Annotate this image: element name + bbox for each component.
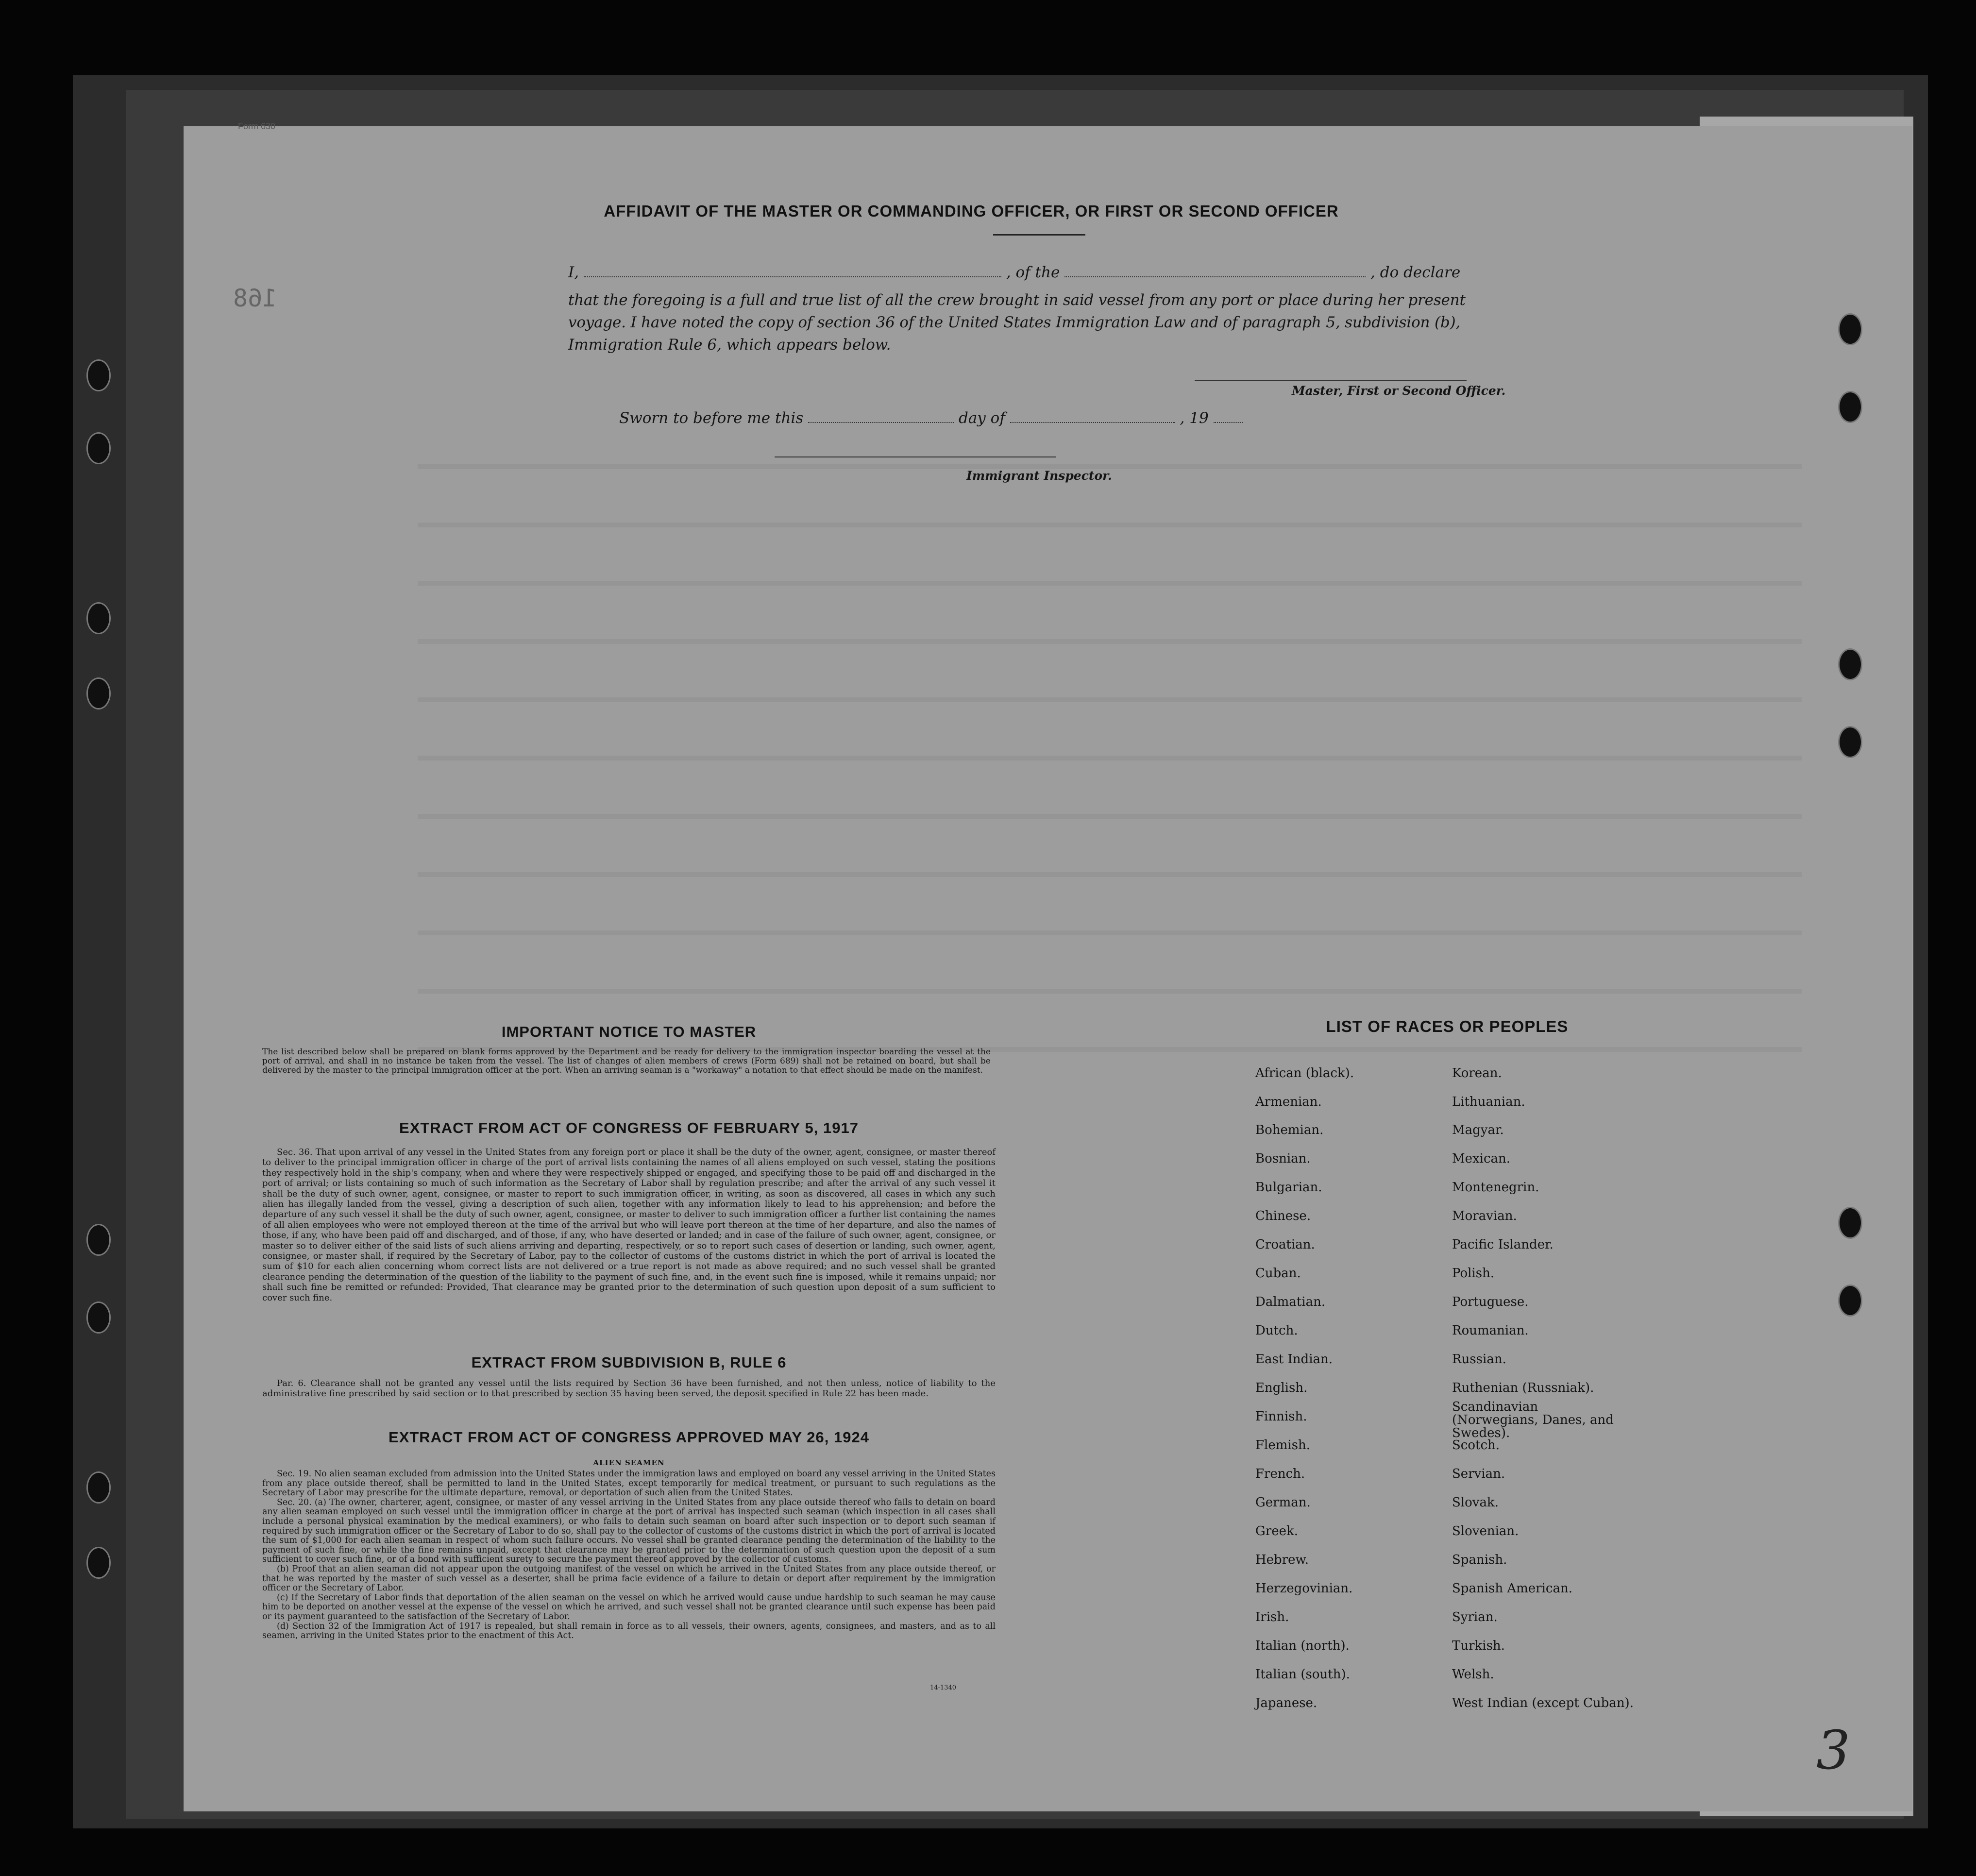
extract-1917-text: Sec. 36. That upon arrival of any vessel in the United States from any foreign port or place it shall be the duty of the owner, agent, consignee, or master thereof to deliver to the principal immigration officer in charge of the port of arrival lists containing the names of all aliens employed on such vessel, stating the positions they respectively hold in the ship's company, when and where they were respectively shipped or engaged, and specifying those to be paid off and discharged in the port of arrival; or lists containing so much of such information as the Secretary of Labor shall by regulation prescribe; and after the arrival of any such vessel it shall be the duty of such owner, agent, consignee, or master to report to such immigration officer, in writing, as soon as discovered, all cases in which any such alien has illegally landed from the vessel, giving a description of such alien, together with any information likely to lead to his apprehension; and before the departure of any such vessel it shall be the duty of such owner, agent, consignee, or master to deliver to such immigration officer a further list containing the names of all alien employees who were not employed thereon at the time of the arrival but who will leave port thereon at the time of her departure, and also the names of those, if any, who have been paid off and discharged, and of those, if any, who have deserted or landed; and in case of the failure of such owner, agent, consignee, or master so to deliver either of the said lists of such aliens arriving and departing, respectively, or so to report such cases of desertion or landing, such owner, agent, consignee, or master shall, if required by the Secretary of Labor, pay to the collector of customs of the customs district in which the port of arrival is located the sum of $10 for each alien concerning whom correct lists are not delivered or a true report is not made as above required; and no such vessel shall be granted clearance pending the determination of the question of the liability to the payment of such fine, and, in the event such fine is imposed, while it remains unpaid; nor shall such fine be remitted or refunded: Provided, That clearance may be granted prior to the determination of such question upon deposit of a sum sufficient to cover such fine. (262, 1147, 996, 1303)
handwritten-page-number: 3 (1816, 1719, 1850, 1781)
inspector-signature-line[interactable] (775, 456, 1056, 457)
bleed-through-area (418, 427, 1802, 1083)
form-code: 14-1340 (930, 1684, 957, 1691)
vessel-name-field[interactable] (1064, 266, 1366, 277)
race-right-item: Montenegrin. (1452, 1180, 1539, 1195)
extract-rule6-title: EXTRACT FROM SUBDIVISION B, RULE 6 (471, 1354, 787, 1371)
race-left-item: Greek. (1255, 1524, 1298, 1538)
race-left-item: Armenian. (1255, 1095, 1322, 1109)
race-left-item: Bosnian. (1255, 1151, 1311, 1166)
do-declare-label: , do declare (1370, 264, 1461, 281)
punch-hole (86, 1301, 111, 1334)
race-left-item: Finnish. (1255, 1409, 1307, 1424)
sec-20c-text: (c) If the Secretary of Labor finds that deportation of the alien seaman on the vessel on which he arrived would cause undue hardship to such seaman he may cause him to be deported on another vessel at the expense of the vessel on which he arrived, and such vessel shall not be granted clearance until such expense has been paid or its payment guaranteed to the satisfaction of the Secretary of Labor. (262, 1592, 996, 1622)
punch-hole (86, 432, 111, 464)
race-right-item: Slovak. (1452, 1495, 1499, 1510)
affidavit-title: AFFIDAVIT OF THE MASTER OR COMMANDING OFFICER, OR FIRST OR SECOND OFFICER (604, 202, 1339, 220)
punch-hole (1838, 1207, 1862, 1239)
race-right-item: Magyar. (1452, 1123, 1504, 1137)
extract-1924-title: EXTRACT FROM ACT OF CONGRESS APPROVED MAY 26, 1924 (388, 1429, 869, 1446)
sec-20a-text: Sec. 20. (a) The owner, charterer, agent, consignee, or master of any vessel arriving in the United States from any place outside thereof who fails to detain on board any alien seaman employed on such vessel until the immigration officer in charge at the port of arrival has inspected such seaman (which inspection in all cases shall include a personal physical examination by the medical examiners), or who fails to detain such seaman on board after such inspection or to deport such seaman if required by such immigration officer or the Secretary of Labor to do so, shall pay to the collector of customs of the customs district in which the port of arrival is located the sum of $1,000 for each alien seaman in respect of whom such failure occurs. No vessel shall be granted clearance pending the determination of the liability to the payment of such fine, or while the fine remains unpaid, except that clearance may be granted prior to the determination of such question upon the deposit of a sum sufficient to cover such fine, or of a bond with sufficient surety to secure the payment thereof approved by the collector of customs. (262, 1497, 996, 1565)
race-right-item: Servian. (1452, 1467, 1505, 1481)
of-the-label: , of the (1006, 264, 1060, 281)
punch-hole (1838, 1284, 1862, 1317)
punch-hole (1838, 313, 1862, 345)
race-left-item: Japanese. (1255, 1696, 1317, 1710)
declaration-i: I, (568, 264, 579, 281)
race-right-item: Turkish. (1452, 1639, 1505, 1653)
race-right-item: Roumanian. (1452, 1323, 1529, 1338)
sec-19-text: Sec. 19. No alien seaman excluded from admission into the United States under the immigration laws and employed on board any vessel arriving in the United States from any place outside thereof, shall be permitted to land in the United States, except temporarily for medical treatment, or pursuant to such regulations as the Secretary of Labor may prescribe for the ultimate departure, removal, or deportation of such alien from the United States. (262, 1469, 996, 1498)
punch-hole (86, 602, 111, 634)
race-right-item: Russian. (1452, 1352, 1506, 1367)
race-right-item: Syrian. (1452, 1610, 1498, 1624)
master-signature-label: Master, First or Second Officer. (1292, 384, 1506, 398)
notice-title: IMPORTANT NOTICE TO MASTER (501, 1023, 757, 1040)
race-right-item: Welsh. (1452, 1667, 1494, 1682)
race-left-item: East Indian. (1255, 1352, 1333, 1367)
race-right-item: Polish. (1452, 1266, 1495, 1281)
punch-hole (1838, 726, 1862, 758)
race-right-item: Slovenian. (1452, 1524, 1519, 1538)
race-left-item: Irish. (1255, 1610, 1289, 1624)
race-right-item: West Indian (except Cuban). (1452, 1696, 1634, 1710)
race-left-item: French. (1255, 1467, 1305, 1481)
race-left-item: African (black). (1255, 1066, 1354, 1081)
races-title: LIST OF RACES OR PEOPLES (1326, 1017, 1569, 1035)
race-right-item: Moravian. (1452, 1209, 1517, 1223)
race-right-item: Scandinavian (Norwegians, Danes, and Swedes). (1452, 1400, 1614, 1440)
punch-hole (86, 677, 111, 710)
punch-hole (86, 1547, 111, 1579)
extract-1917-title: EXTRACT FROM ACT OF CONGRESS OF FEBRUARY 5, 1917 (399, 1119, 859, 1136)
notice-text: The list described below shall be prepared on blank forms approved by the Department and be ready for delivery to the immigration inspector boarding the vessel at the port of arrival, and shall in no instance be taken from the vessel. The list of changes of alien members of crews (Form 689) shall not be retained on board, but shall be delivered by the master to the principal immigration officer at the port. When an arriving seaman is a "workaway" a notation to that effect should be made on the manifest. (262, 1047, 991, 1075)
title-underline (993, 234, 1085, 236)
sworn-year-field[interactable] (1214, 411, 1243, 423)
race-left-item: English. (1255, 1381, 1308, 1395)
sec-20d-text: (d) Section 32 of the Immigration Act of 1917 is repealed, but shall remain in force as to all vessels, their owners, agents, consignees, and masters, and as to all seamen, arriving in the United States prior to the enactment of this Act. (262, 1621, 996, 1641)
race-left-item: Bulgarian. (1255, 1180, 1322, 1195)
race-left-item: Dutch. (1255, 1323, 1298, 1338)
sworn-month-field[interactable] (1010, 411, 1175, 423)
sworn-line (619, 409, 1348, 427)
sec-20b-text: (b) Proof that an alien seaman did not appear upon the outgoing manifest of the vessel on which he arrived in the United States from any place outside thereof, or that he was reported by the master of such vessel as a deserter, shall be prima facie evidence of a failure to detain or deport after requirement by the immigration officer or the Secretary of Labor. (262, 1564, 996, 1593)
race-left-item: German. (1255, 1495, 1311, 1510)
race-left-item: Italian (south). (1255, 1667, 1350, 1682)
race-right-item: Lithuanian. (1452, 1095, 1525, 1109)
race-left-item: Italian (north). (1255, 1639, 1350, 1653)
alien-seamen-subtitle: ALIEN SEAMEN (593, 1458, 665, 1467)
extract-rule6-text: Par. 6. Clearance shall not be granted any vessel until the lists required by Section 36 have been furnished, and not then unless, notice of liability to the administrative fine prescribed by said section or to that prescribed by section 35 having been served, the deposit specified in Rule 22 has been made. (262, 1378, 996, 1399)
race-left-item: Cuban. (1255, 1266, 1301, 1281)
day-of-label: day of (958, 409, 1005, 427)
race-right-item: Mexican. (1452, 1151, 1511, 1166)
master-name-field[interactable] (584, 266, 1001, 277)
sworn-day-field[interactable] (808, 411, 954, 423)
race-right-item: Pacific Islander. (1452, 1237, 1554, 1252)
race-left-item: Hebrew. (1255, 1553, 1309, 1567)
extract-1924-body (262, 1470, 996, 1641)
race-right-item: Spanish. (1452, 1553, 1507, 1567)
race-left-item: Dalmatian. (1255, 1295, 1326, 1309)
stamp-number: 168 (233, 284, 277, 312)
punch-hole (1838, 648, 1862, 680)
declaration-line-1 (568, 264, 1510, 281)
punch-hole (86, 359, 111, 391)
inspector-label: Immigrant Inspector. (966, 469, 1112, 483)
master-signature-line[interactable] (1195, 380, 1467, 381)
punch-hole (1838, 391, 1862, 423)
race-left-item: Chinese. (1255, 1209, 1311, 1223)
race-left-item: Flemish. (1255, 1438, 1311, 1453)
race-right-item: Scotch. (1452, 1438, 1500, 1453)
race-left-item: Croatian. (1255, 1237, 1315, 1252)
race-right-item: Spanish American. (1452, 1581, 1573, 1596)
form-label: Form 630 (238, 121, 276, 131)
declaration-line-2: that the foregoing is a full and true list of all the crew brought in said vessel from any port or place during her present (568, 291, 1466, 309)
punch-hole (86, 1471, 111, 1504)
declaration-line-3: voyage. I have noted the copy of section 36 of the United States Immigration Law and of paragraph 5, subdivision (b), (568, 314, 1461, 331)
race-right-item: Portuguese. (1452, 1295, 1529, 1309)
race-left-item: Bohemian. (1255, 1123, 1324, 1137)
sworn-label: Sworn to before me this (619, 409, 804, 427)
race-right-item: Korean. (1452, 1066, 1502, 1081)
race-left-item: Herzegovinian. (1255, 1581, 1353, 1596)
punch-hole (86, 1224, 111, 1256)
declaration-line-4: Immigration Rule 6, which appears below. (568, 336, 891, 354)
race-right-item: Ruthenian (Russniak). (1452, 1381, 1594, 1395)
year-label: , 19 (1180, 409, 1209, 427)
